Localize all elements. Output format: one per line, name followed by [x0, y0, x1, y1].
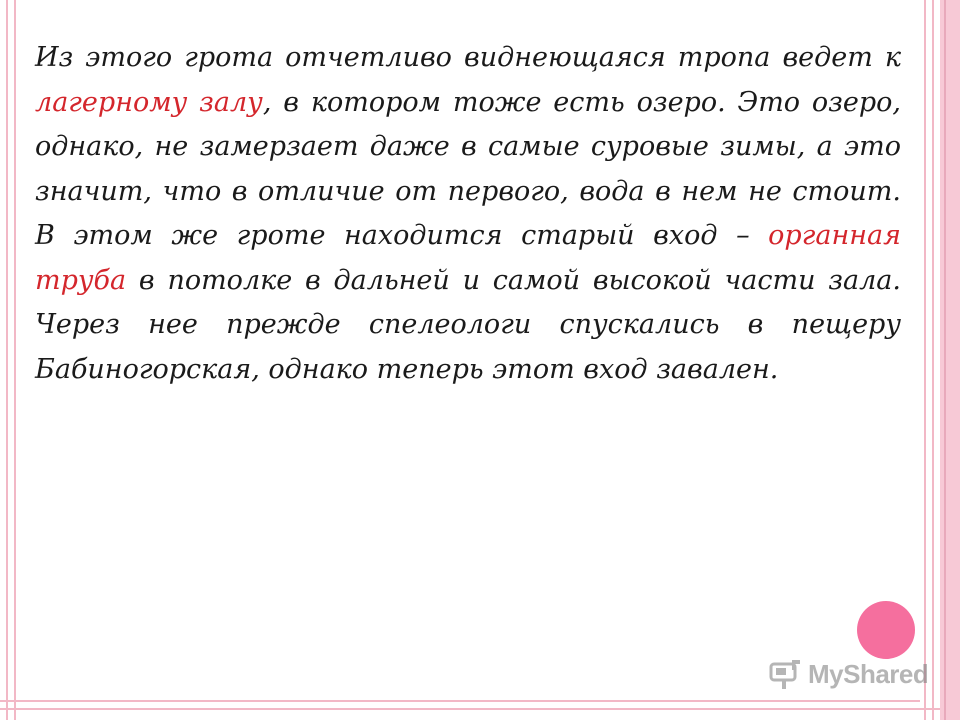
watermark-text: MyShared — [808, 658, 929, 689]
frame-line-right-a — [924, 0, 926, 720]
text-part-2: , в котором тоже есть озеро. Это озеро, однако, не замерзает даже в самые суровые зимы, а это значит, что в отличие от первого, вода в нем не стоит. В этом же гроте находится старый вход – — [35, 86, 901, 251]
frame-line-bottom-inner — [0, 700, 920, 702]
slide-body-text — [35, 36, 901, 392]
text-part-1: Из этого грота отчетливо виднеющаяся тропа ведет к — [35, 42, 901, 73]
frame-line-left-outer — [6, 0, 8, 720]
right-decorative-band — [940, 0, 960, 720]
frame-line-bottom-outer — [0, 708, 960, 710]
right-band-edge — [944, 0, 946, 720]
highlight-camp-hall: лагерному залу — [35, 86, 263, 118]
frame-line-left-inner — [14, 0, 16, 720]
frame-line-right-b — [932, 0, 934, 720]
mailbox-icon — [768, 658, 802, 690]
highlight-organ-pipe: органная труба — [35, 220, 901, 296]
pink-circle-decoration — [857, 601, 915, 659]
text-part-3: в потолке в дальней и самой высокой части зала. Через нее прежде спелеологи спускались в пещеру Бабиногорская, однако теперь этот вход завален. — [35, 264, 901, 385]
watermark-myshared — [768, 656, 928, 692]
